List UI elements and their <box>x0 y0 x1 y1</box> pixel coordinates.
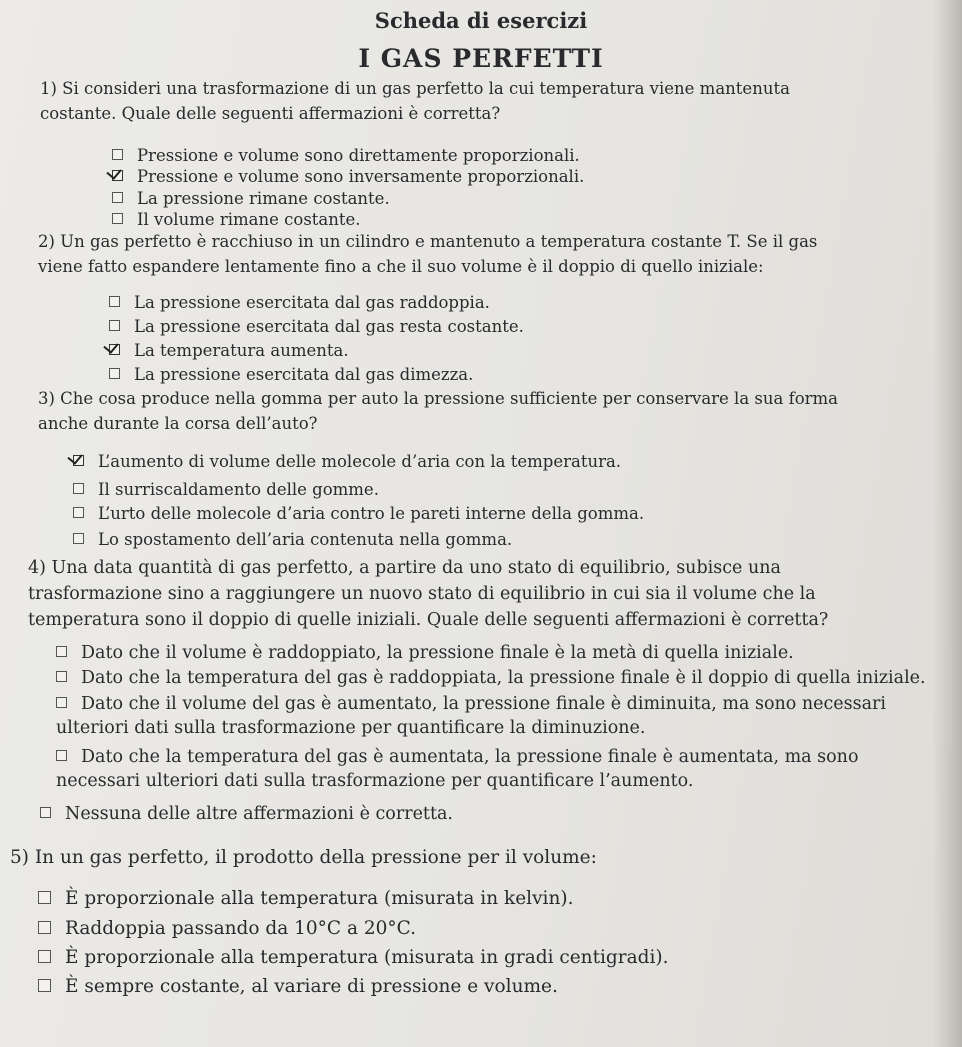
q5-option-2[interactable]: Raddoppia passando da 10°C a 20°C. <box>38 915 416 943</box>
checkbox[interactable] <box>38 921 51 934</box>
q5-option-1[interactable]: È proporzionale alla temperatura (misurata in kelvin). <box>38 885 573 913</box>
q4-option-3[interactable]: Dato che il volume del gas è aumentato, la pressione finale è diminuita, ma sono necessari ulteriori dati sulla trasformazione per quantificare la diminuzione. <box>56 694 886 738</box>
question-5-text: 5) In un gas perfetto, il prodotto della pressione per il volume: <box>10 847 597 868</box>
checkbox-checked[interactable] <box>109 344 120 355</box>
question-1-text: 1) Si consideri una trasformazione di un gas perfetto la cui temperatura viene mantenuta costante. Quale delle seguenti affermazioni è corretta? <box>40 79 790 123</box>
checkbox[interactable] <box>109 368 120 379</box>
q1-option-4[interactable]: Il volume rimane costante. <box>112 209 361 231</box>
q1-option-2[interactable]: Pressione e volume sono inversamente proporzionali. <box>112 166 584 188</box>
q4-option-5[interactable]: Nessuna delle altre affermazioni è corretta. <box>40 803 453 825</box>
checkbox[interactable] <box>112 213 123 224</box>
page-shadow-edge <box>932 0 962 1047</box>
q4-option-1[interactable]: Dato che il volume è raddoppiato, la pressione finale è la metà di quella iniziale. <box>56 642 794 664</box>
q2-option-4[interactable]: La pressione esercitata dal gas dimezza. <box>109 364 473 386</box>
q3-option-1[interactable]: L’aumento di volume delle molecole d’aria con la temperatura. <box>73 451 621 473</box>
checkbox[interactable] <box>56 750 67 761</box>
checkbox-checked[interactable] <box>112 170 123 181</box>
q4-option-2[interactable]: Dato che la temperatura del gas è raddoppiata, la pressione finale è il doppio di quella iniziale. <box>56 667 926 689</box>
q3-option-2[interactable]: Il surriscaldamento delle gomme. <box>73 479 379 501</box>
q5-option-3[interactable]: È proporzionale alla temperatura (misurata in gradi centigradi). <box>38 944 669 972</box>
page-title: Scheda di esercizi <box>374 8 588 33</box>
checkbox[interactable] <box>73 483 84 494</box>
question-3-text: 3) Che cosa produce nella gomma per auto la pressione sufficiente per conservare la sua forma anche durante la corsa dell’auto? <box>38 389 839 433</box>
q2-option-2[interactable]: La pressione esercitata dal gas resta costante. <box>109 316 524 338</box>
question-2-text: 2) Un gas perfetto è racchiuso in un cilindro e mantenuto a temperatura costante T. Se il gas viene fatto espandere lentamente fino a che il suo volume è il doppio di quello iniziale: <box>38 232 818 276</box>
checkbox[interactable] <box>73 507 84 518</box>
checkbox[interactable] <box>56 697 67 708</box>
checkbox[interactable] <box>38 979 51 992</box>
q2-option-1[interactable]: La pressione esercitata dal gas raddoppia. <box>109 292 490 314</box>
checkbox[interactable] <box>109 296 120 307</box>
q1-option-3[interactable]: La pressione rimane costante. <box>112 188 390 210</box>
checkbox[interactable] <box>40 807 51 818</box>
page-subtitle: I GAS PERFETTI <box>358 44 604 73</box>
question-4-text: 4) Una data quantità di gas perfetto, a partire da uno stato di equilibrio, subisce una trasformazione sino a raggiungere un nuovo stato di equilibrio in cui sia il volume che la temperatura sono il doppio di quelle iniziali. Quale delle seguenti affermazioni è corretta? <box>28 558 829 630</box>
q3-option-4[interactable]: Lo spostamento dell’aria contenuta nella gomma. <box>73 529 512 551</box>
q2-option-3[interactable]: La temperatura aumenta. <box>109 340 349 362</box>
checkbox[interactable] <box>73 533 84 544</box>
q4-option-4[interactable]: Dato che la temperatura del gas è aumentata, la pressione finale è aumentata, ma sono necessari ulteriori dati sulla trasformazione per quantificare l’aumento. <box>56 747 859 791</box>
checkbox[interactable] <box>38 891 51 904</box>
q1-option-1[interactable]: Pressione e volume sono direttamente proporzionali. <box>112 145 580 167</box>
checkbox-checked[interactable] <box>73 455 84 466</box>
checkbox[interactable] <box>38 950 51 963</box>
q5-option-4[interactable]: È sempre costante, al variare di pressione e volume. <box>38 973 558 1001</box>
checkbox[interactable] <box>56 646 67 657</box>
checkbox[interactable] <box>56 671 67 682</box>
q3-option-3[interactable]: L’urto delle molecole d’aria contro le pareti interne della gomma. <box>73 503 644 525</box>
checkbox[interactable] <box>109 320 120 331</box>
checkbox[interactable] <box>112 192 123 203</box>
checkbox[interactable] <box>112 149 123 160</box>
